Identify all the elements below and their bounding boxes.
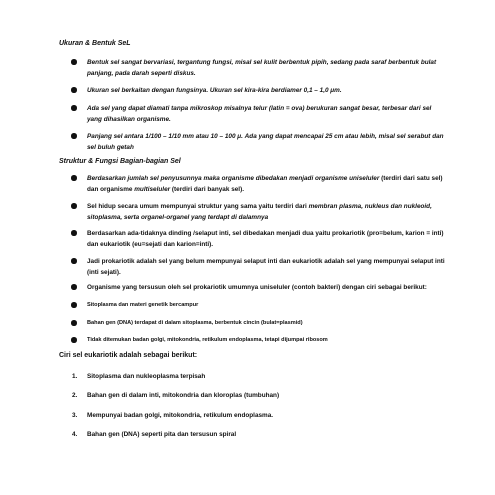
- list-item: Sitoplasma dan materi genetik bercampur: [87, 300, 447, 310]
- list-item: Ukuran sel berkaitan dengan fungsinya. Ukuran sel kira-kira berdiamer 0,1 – 1,0 μm.: [87, 85, 447, 96]
- list-item: Tidak ditemukan badan golgi, mitokondria, retikulum endoplasma, tetapi dijumpai ribosom: [87, 335, 447, 345]
- bullet-icon: [71, 337, 77, 343]
- bullet-icon: [71, 105, 77, 111]
- bullet-icon: [71, 203, 77, 209]
- numbered-item: 3. Mempunyai badan golgi, mitokondria, retikulum endoplasma.: [72, 412, 274, 419]
- bullet-icon: [71, 302, 77, 308]
- list-item: Bahan gen (DNA) terdapat di dalam sitoplasma, berbentuk cincin (bulat=plasmid): [87, 318, 447, 328]
- numbered-item: 1. Sitoplasma dan nukleoplasma terpisah: [72, 373, 206, 380]
- numbered-item: 4. Bahan gen (DNA) seperti pita dan tersusun spiral: [72, 431, 237, 438]
- list-item: Jadi prokariotik adalah sel yang belum mempunyai selaput inti dan eukariotik adalah sel yang mempunyai selaput inti (inti sejati).: [87, 256, 447, 278]
- bullet-icon: [71, 320, 77, 326]
- bullet-icon: [71, 284, 77, 290]
- section-heading-eukariotik: Ciri sel eukariotik adalah sebagai berikut:: [59, 352, 198, 359]
- bullet-icon: [71, 59, 77, 65]
- bullet-icon: [71, 175, 77, 181]
- list-item: Berdasarkan jumlah sel penyusunnya maka organisme dibedakan menjadi organisme uniseluler (terdiri dari satu sel) dan organisme multiseluler (terdiri dari banyak sel).: [87, 173, 447, 195]
- list-item: Bentuk sel sangat bervariasi, tergantung fungsi, misal sel kulit berbentuk pipih, sedang pada saraf berbentuk bulat panjang, pada darah seperti diskus.: [87, 57, 447, 79]
- numbered-item: 2. Bahan gen di dalam inti, mitokondria dan kloroplas (tumbuhan): [72, 392, 280, 399]
- section-heading-ukuran: Ukuran & Bentuk SeL: [59, 40, 131, 47]
- list-item: Sel hidup secara umum mempunyai struktur yang sama yaitu terdiri dari membran plasma, nukleus dan nukleoid, sitoplasma, serta organel-organel yang terdapt di dalamnya: [87, 201, 447, 223]
- list-item: Panjang sel antara 1/100 – 1/10 mm atau 10 – 100 μ. Ada yang dapat mencapai 25 cm atau lebih, misal sel serabut dan sel buluh getah: [87, 131, 447, 153]
- list-item: Berdasarkan ada-tidaknya dinding /selaput inti, sel dibedakan menjadi dua yaitu prokariotik (pro=belum, karion = inti) dan eukariotik (eu=sejati dan karion=inti).: [87, 228, 447, 250]
- bullet-icon: [71, 230, 77, 236]
- bullet-icon: [71, 133, 77, 139]
- bullet-icon: [71, 87, 77, 93]
- bullet-icon: [71, 258, 77, 264]
- section-heading-struktur: Struktur & Fungsi Bagian-bagian Sel: [59, 158, 181, 165]
- list-item: Organisme yang tersusun oleh sel prokariotik umumnya uniseluler (contoh bakteri) dengan ciri sebagai berikut:: [87, 282, 447, 293]
- list-item: Ada sel yang dapat diamati tanpa mikroskop misalnya telur (latin = ova) berukuran sangat besar, terbesar dari sel yang dihasilkan organisme.: [87, 103, 447, 125]
